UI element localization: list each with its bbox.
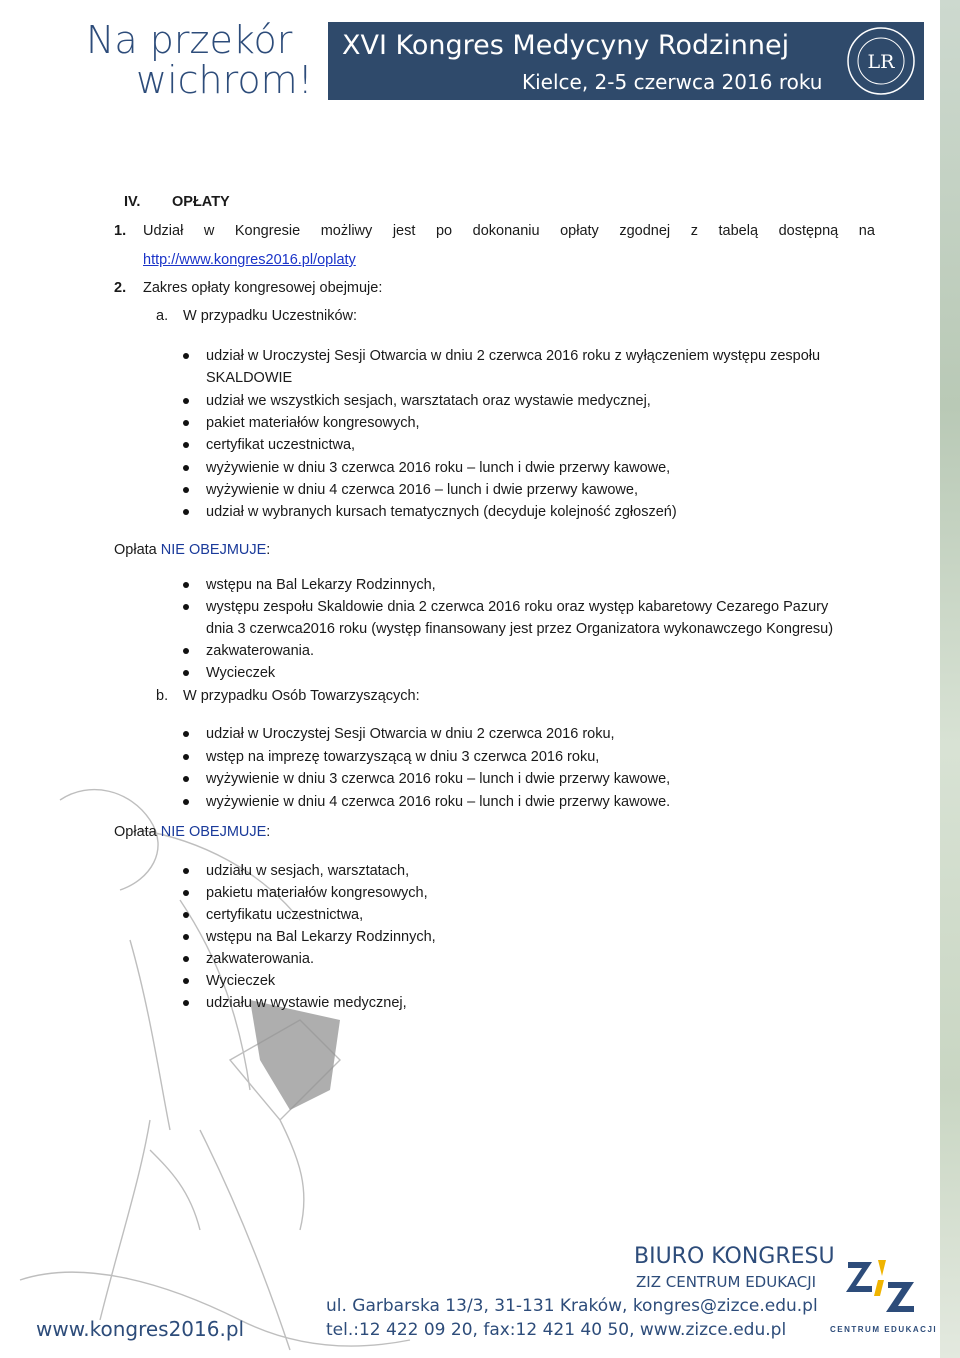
list-item: udziału w sesjach, warsztatach, (206, 863, 410, 879)
list-item: pakietu materiałów kongresowych, (206, 885, 428, 901)
footer-contact: tel.:12 422 09 20, fax:12 421 40 50, www.zizce.edu.pl (326, 1320, 787, 1340)
list-item: udział w Uroczystej Sesji Otwarcia w dniu 2 czerwca 2016 roku z wyłączeniem występu zespołu (206, 348, 821, 364)
college-seal-logo (838, 22, 920, 100)
item-1-word: na (858, 223, 875, 239)
item-1-word: zgodnej (619, 223, 671, 239)
list-item: zakwaterowania. (206, 643, 314, 659)
sub-a-text: W przypadku Uczestników: (183, 308, 358, 324)
item-1-word: z (690, 223, 698, 239)
list-item: zakwaterowania. (206, 951, 314, 967)
item-1-number: 1. (114, 223, 127, 239)
list-item: wyżywienie w dniu 3 czerwca 2016 roku – lunch i dwie przerwy kawowe, (206, 459, 671, 476)
footer-address: ul. Garbarska 13/3, 31-131 Kraków, kongres@zizce.edu.pl (326, 1296, 818, 1316)
list-item: Wycieczek (206, 973, 276, 989)
item-1-word: Kongresie (234, 223, 301, 239)
decorative-edge-strip (940, 0, 960, 1358)
item-2-text: Zakres opłaty kongresowej obejmuje: (143, 280, 383, 296)
excludes-suffix: : (266, 542, 271, 558)
bullet-icon (183, 353, 189, 359)
bullet-icon (183, 799, 189, 805)
item-1-word: w (203, 223, 215, 239)
footer-office: BIURO KONGRESU (634, 1244, 835, 1269)
excludes-prefix: Opłata (114, 542, 161, 558)
footer-website[interactable]: www.kongres2016.pl (36, 1317, 245, 1341)
bullet-icon (183, 776, 189, 782)
list-item: udział we wszystkich sesjach, warsztatach oraz wystawie medycznej, (206, 392, 651, 409)
item-1-word: dokonaniu (472, 223, 540, 239)
bullet-icon (183, 398, 189, 404)
list-item: certyfikatu uczestnictwa, (206, 907, 364, 923)
list-item: występu zespołu Skaldowie dnia 2 czerwca 2016 roku oraz występ kabaretowy Cezarego Pazury (206, 599, 829, 615)
excludes-highlight: NIE OBEJMUJE (160, 824, 267, 840)
section-number: IV. (124, 194, 141, 210)
sub-b-label: b. (156, 688, 169, 704)
sub-a-label: a. (156, 308, 169, 324)
item-1-word: dostępną (778, 223, 839, 239)
bullet-icon (183, 890, 189, 896)
list-item: udział w wybranych kursach tematycznych (decyduje kolejność zgłoszeń) (206, 504, 677, 521)
list-item: udział w Uroczystej Sesji Otwarcia w dniu 2 czerwca 2016 roku, (206, 726, 615, 742)
list-item: udziału w wystawie medycznej, (206, 995, 407, 1011)
excludes-suffix: : (266, 824, 271, 840)
excludes-prefix: Opłata (114, 824, 161, 840)
bullet-icon (183, 731, 189, 737)
bullet-icon (183, 487, 189, 493)
list-item: wyżywienie w dniu 4 czerwca 2016 – lunch i dwie przerwy kawowe, (206, 481, 638, 498)
fees-link[interactable]: http://www.kongres2016.pl/oplaty (143, 252, 356, 268)
item-1-word: jest (392, 223, 416, 239)
bullet-icon (183, 754, 189, 760)
item-1-text (143, 222, 875, 240)
excludes-label-companions (114, 823, 270, 841)
bullet-icon (183, 582, 189, 588)
list-item: wstęp na imprezę towarzyszącą w dniu 3 czerwca 2016 roku, (206, 748, 600, 765)
list-item: certyfikat uczestnictwa, (206, 437, 356, 454)
slogan (86, 20, 326, 100)
list-item-continuation: SKALDOWIE (206, 370, 293, 387)
seal-initials: LR (867, 51, 895, 73)
congress-place-date: Kielce, 2-5 czerwca 2016 roku (522, 70, 823, 94)
item-1-word: możliwy (320, 223, 373, 239)
list-item: wstępu na Bal Lekarzy Rodzinnych, (206, 929, 436, 945)
bullet-icon (183, 978, 189, 984)
sub-b-text: W przypadku Osób Towarzyszących: (183, 688, 420, 704)
list-item: wyżywienie w dniu 4 czerwca 2016 roku – lunch i dwie przerwy kawowe. (206, 793, 671, 810)
bullet-icon (183, 604, 189, 610)
list-item: Wycieczek (206, 665, 276, 681)
ziz-logo (842, 1256, 918, 1318)
bullet-icon (183, 1000, 189, 1006)
ziz-logo-caption: CENTRUM EDUKACJI (830, 1325, 938, 1334)
list-item: wstępu na Bal Lekarzy Rodzinnych, (206, 577, 436, 593)
section-title: OPŁATY (172, 194, 230, 210)
bullet-icon (183, 670, 189, 676)
bullet-icon (183, 934, 189, 940)
bullet-icon (183, 442, 189, 448)
bullet-icon (183, 509, 189, 515)
item-1-word: Udział (143, 223, 184, 239)
item-1-word: opłaty (560, 223, 599, 239)
bullet-icon (183, 648, 189, 654)
list-item: pakiet materiałów kongresowych, (206, 414, 420, 431)
slogan-line-1: Na przekór (86, 18, 293, 62)
item-1-word: po (435, 223, 453, 239)
bullet-icon (183, 912, 189, 918)
list-item: wyżywienie w dniu 3 czerwca 2016 roku – lunch i dwie przerwy kawowe, (206, 771, 671, 787)
congress-banner (328, 22, 924, 100)
list-item-continuation: dnia 3 czerwca2016 roku (występ finansowany jest przez Organizatora wykonawczego Kongresu) (206, 621, 834, 637)
excludes-highlight: NIE OBEJMUJE (160, 542, 267, 558)
umbrella-man-sketch (0, 760, 420, 1358)
bullet-icon (183, 465, 189, 471)
footer-company: ZIZ CENTRUM EDUKACJI (636, 1273, 817, 1291)
bullet-icon (183, 868, 189, 874)
item-1-word: tabelą (718, 223, 759, 239)
item-2-number: 2. (114, 280, 127, 296)
slogan-line-2: wichrom! (136, 58, 313, 102)
bullet-icon (183, 956, 189, 962)
excludes-label-participants (114, 541, 270, 559)
congress-title: XVI Kongres Medycyny Rodzinnej (342, 30, 790, 61)
bullet-icon (183, 420, 189, 426)
